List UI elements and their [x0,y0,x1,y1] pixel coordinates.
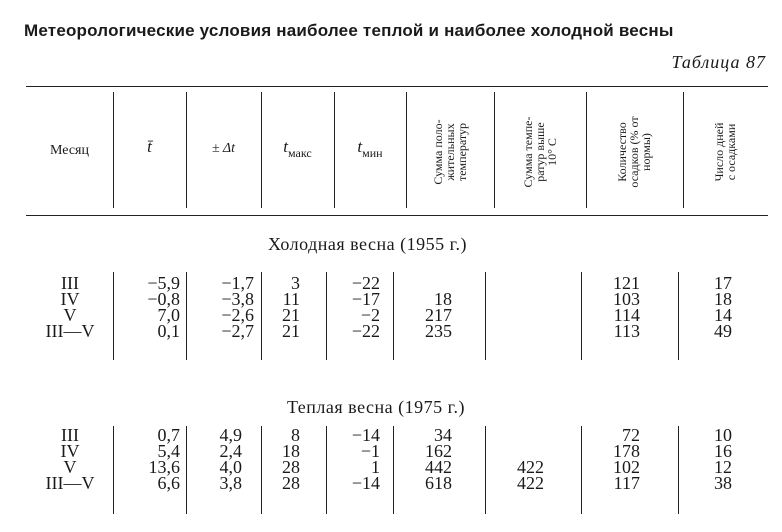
cell-t-min: 1 [371,457,380,477]
cell-sum-positive: 442 [425,457,452,477]
cell-precipitation: 113 [613,321,640,341]
cell-t-max: 21 [282,321,300,341]
header-divider [494,92,495,208]
table-row [0,305,782,325]
table-top-rule [26,86,768,87]
cell-sum-positive: 235 [425,321,452,341]
cell-t-max: 3 [291,273,300,293]
cell-month: III—V [45,473,95,493]
cell-month: III [61,273,79,293]
header-t-mean: t̄ [147,137,152,156]
header-sum-temperatures-above-10: Сумма темпе- ратур выше 10° С [521,116,559,188]
header-sum-positive-temperatures: Сумма поло- жительных температур [431,119,469,185]
header-divider [683,92,684,208]
cell-t-mean: −5,9 [147,273,180,293]
cell-month: V [63,305,77,325]
cell-rain-days: 14 [714,305,732,325]
cell-rain-days: 49 [714,321,732,341]
cell-sum-positive: 618 [425,473,452,493]
cell-t-min: −14 [351,425,380,445]
cell-sum-positive: 34 [434,425,452,445]
cell-sum-above-10: 422 [517,457,544,477]
header-month: Месяц [50,143,89,158]
cell-month: III [61,425,79,445]
cell-month: III—V [45,321,95,341]
cell-t-max: 18 [282,441,300,461]
header-t-max: tмакс [283,137,312,160]
cell-delta-t: 2,4 [219,441,242,461]
cell-sum-positive: 162 [425,441,452,461]
cell-precipitation: 178 [613,441,640,461]
cell-rain-days: 10 [714,425,732,445]
table-row [0,273,782,293]
header-days-with-precipitation: Число дней с осадками [712,122,738,182]
table-number: Таблица 87 [671,52,766,72]
section-label: Теплая весна (1975 г.) [287,397,465,417]
table-row [0,425,782,445]
cell-rain-days: 18 [714,289,732,309]
cell-sum-positive: 18 [434,289,452,309]
table-row [0,473,782,493]
cell-t-max: 21 [282,305,300,325]
cell-t-mean: 0,7 [157,425,180,445]
cell-t-mean: −0,8 [147,289,180,309]
cell-t-max: 28 [282,457,300,477]
cell-month: V [63,457,77,477]
cell-precipitation: 102 [613,457,640,477]
cell-rain-days: 17 [714,273,732,293]
header-divider [406,92,407,208]
table-row [0,289,782,309]
cell-precipitation: 121 [613,273,640,293]
cell-t-min: −1 [360,441,380,461]
cell-t-min: −17 [351,289,380,309]
cell-t-mean: 7,0 [157,305,180,325]
cell-t-max: 8 [291,425,300,445]
cell-delta-t: −1,7 [221,273,254,293]
header-precipitation: Количество осадков (% от нормы) [615,116,653,188]
cell-t-mean: 6,6 [157,473,180,493]
cell-precipitation: 117 [613,473,640,493]
cell-rain-days: 16 [714,441,732,461]
header-divider [586,92,587,208]
cell-delta-t: 4,9 [219,425,242,445]
table-row [0,321,782,341]
section-label: Холодная весна (1955 г.) [268,234,467,254]
cell-month: IV [60,289,80,309]
cell-t-max: 28 [282,473,300,493]
cell-delta-t: 4,0 [219,457,242,477]
cell-t-min: −22 [351,273,380,293]
cell-rain-days: 38 [714,473,732,493]
cell-t-min: −14 [351,473,380,493]
page-title: Метеорологические условия наиболее теплой и наиболее холодной весны [24,21,674,40]
cell-month: IV [60,441,80,461]
cell-precipitation: 103 [613,289,640,309]
table-row [0,457,782,477]
cell-delta-t: −2,7 [221,321,254,341]
cell-delta-t: −2,6 [221,305,254,325]
cell-delta-t: −3,8 [221,289,254,309]
table-row [0,441,782,461]
cell-rain-days: 12 [714,457,732,477]
header-delta-t: ± Δt [211,141,236,156]
cell-precipitation: 72 [622,425,640,445]
cell-delta-t: 3,8 [219,473,242,493]
cell-sum-above-10: 422 [517,473,544,493]
cell-t-max: 11 [282,289,300,309]
cell-t-min: −22 [351,321,380,341]
cell-t-min: −2 [360,305,380,325]
cell-t-mean: 5,4 [157,441,180,461]
cell-t-mean: 0,1 [157,321,180,341]
cell-sum-positive: 217 [425,305,452,325]
header-t-min: tмин [357,137,383,160]
cell-precipitation: 114 [613,305,640,325]
cell-t-mean: 13,6 [148,457,180,477]
table-header-rule [26,215,768,216]
